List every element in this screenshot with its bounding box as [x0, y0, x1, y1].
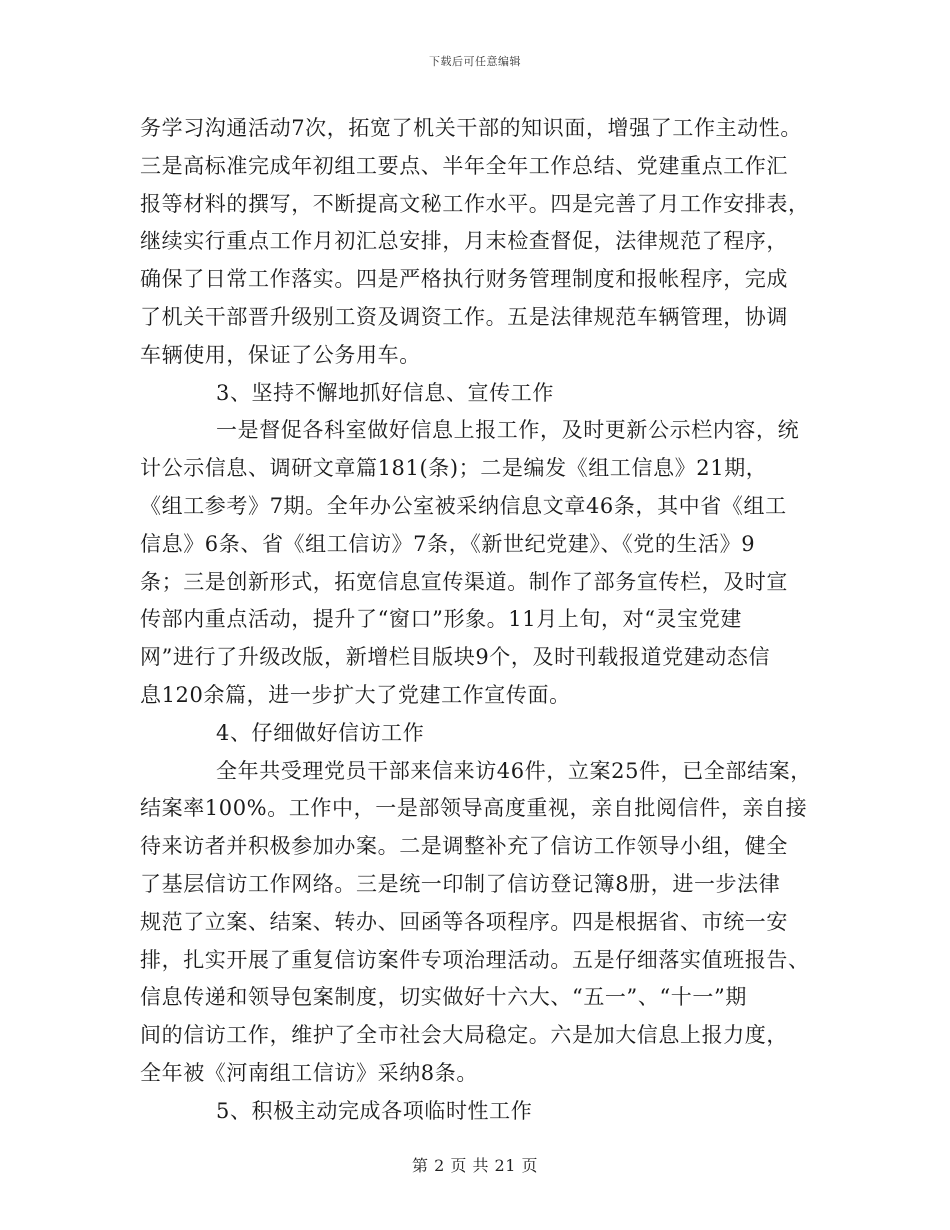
- page-number-footer: 第 2 页 共 21 页: [412, 1156, 538, 1175]
- text-line: 结案率100%。工作中，一是部领导高度重视，亲自批阅信件，亲自接: [140, 796, 808, 821]
- paragraph-first-line: 一是督促各科室做好信息上报工作，及时更新公示栏内容，统: [216, 418, 800, 443]
- text-line: 信息传递和领导包案制度，切实做好十六大、“五一”、“十一”期: [140, 985, 747, 1010]
- text-line: 待来访者并积极参加办案。二是调整补充了信访工作领导小组，健全: [140, 834, 788, 859]
- text-line: 间的信访工作，维护了全市社会大局稳定。六是加大信息上报力度，: [140, 1023, 788, 1048]
- text-line: 《组工参考》7期。全年办公室被采纳信息文章46条，其中省《组工: [140, 493, 787, 518]
- document-body: [140, 110, 820, 1131]
- page-header: 下载后可任意编辑: [429, 55, 521, 68]
- text-line: 了机关干部晋升级别工资及调资工作。五是法律规范车辆管理，协调: [140, 304, 788, 329]
- text-line: 继续实行重点工作月初汇总安排，月末检查督促，法律规范了程序，: [140, 229, 788, 254]
- text-line: 务学习沟通活动7次，拓宽了机关干部的知识面，增强了工作主动性。: [140, 116, 802, 140]
- text-line: 了基层信访工作网络。三是统一印制了信访登记簿8册，进一步法律: [140, 871, 781, 896]
- text-line: 息120余篇，进一步扩大了党建工作宣传面。: [140, 682, 571, 707]
- paragraph-first-line: 全年共受理党员干部来信来访46件，立案25件，已全部结案，: [216, 758, 812, 783]
- text-line: 规范了立案、结案、转办、回函等各项程序。四是根据省、市统一安: [140, 909, 788, 934]
- section-heading: 3、坚持不懈地抓好信息、宣传工作: [216, 380, 554, 405]
- text-line: 信息》6条、省《组工信访》7条，《新世纪党建》、《党的生活》9: [140, 531, 756, 556]
- text-line: 三是高标准完成年初组工要点、半年全年工作总结、党建重点工作汇: [140, 153, 788, 178]
- text-line: 传部内重点活动，提升了“窗口”形象。11月上旬，对“灵宝党建: [140, 607, 742, 632]
- text-line: 车辆使用，保证了公务用车。: [140, 342, 421, 367]
- text-line: 确保了日常工作落实。四是严格执行财务管理制度和报帐程序，完成: [140, 267, 788, 292]
- text-line: 报等材料的撰写，不断提高文秘工作水平。四是完善了月工作安排表，: [140, 191, 810, 216]
- section-heading: 5、积极主动完成各项临时性工作: [216, 1098, 533, 1123]
- section-heading: 4、仔细做好信访工作: [216, 720, 425, 745]
- text-line: 全年被《河南组工信访》采纳8条。: [140, 1060, 478, 1085]
- text-line: 条；三是创新形式，拓宽信息宣传渠道。制作了部务宣传栏，及时宣: [140, 569, 788, 594]
- text-line: 排，扎实开展了重复信访案件专项治理活动。五是仔细落实值班报告、: [140, 947, 810, 972]
- text-line: 网”进行了升级改版，新增栏目版块9个，及时刊载报道党建动态信: [140, 645, 771, 670]
- text-line: 计公示信息、调研文章篇181(条)；二是编发《组工信息》21期，: [140, 456, 768, 481]
